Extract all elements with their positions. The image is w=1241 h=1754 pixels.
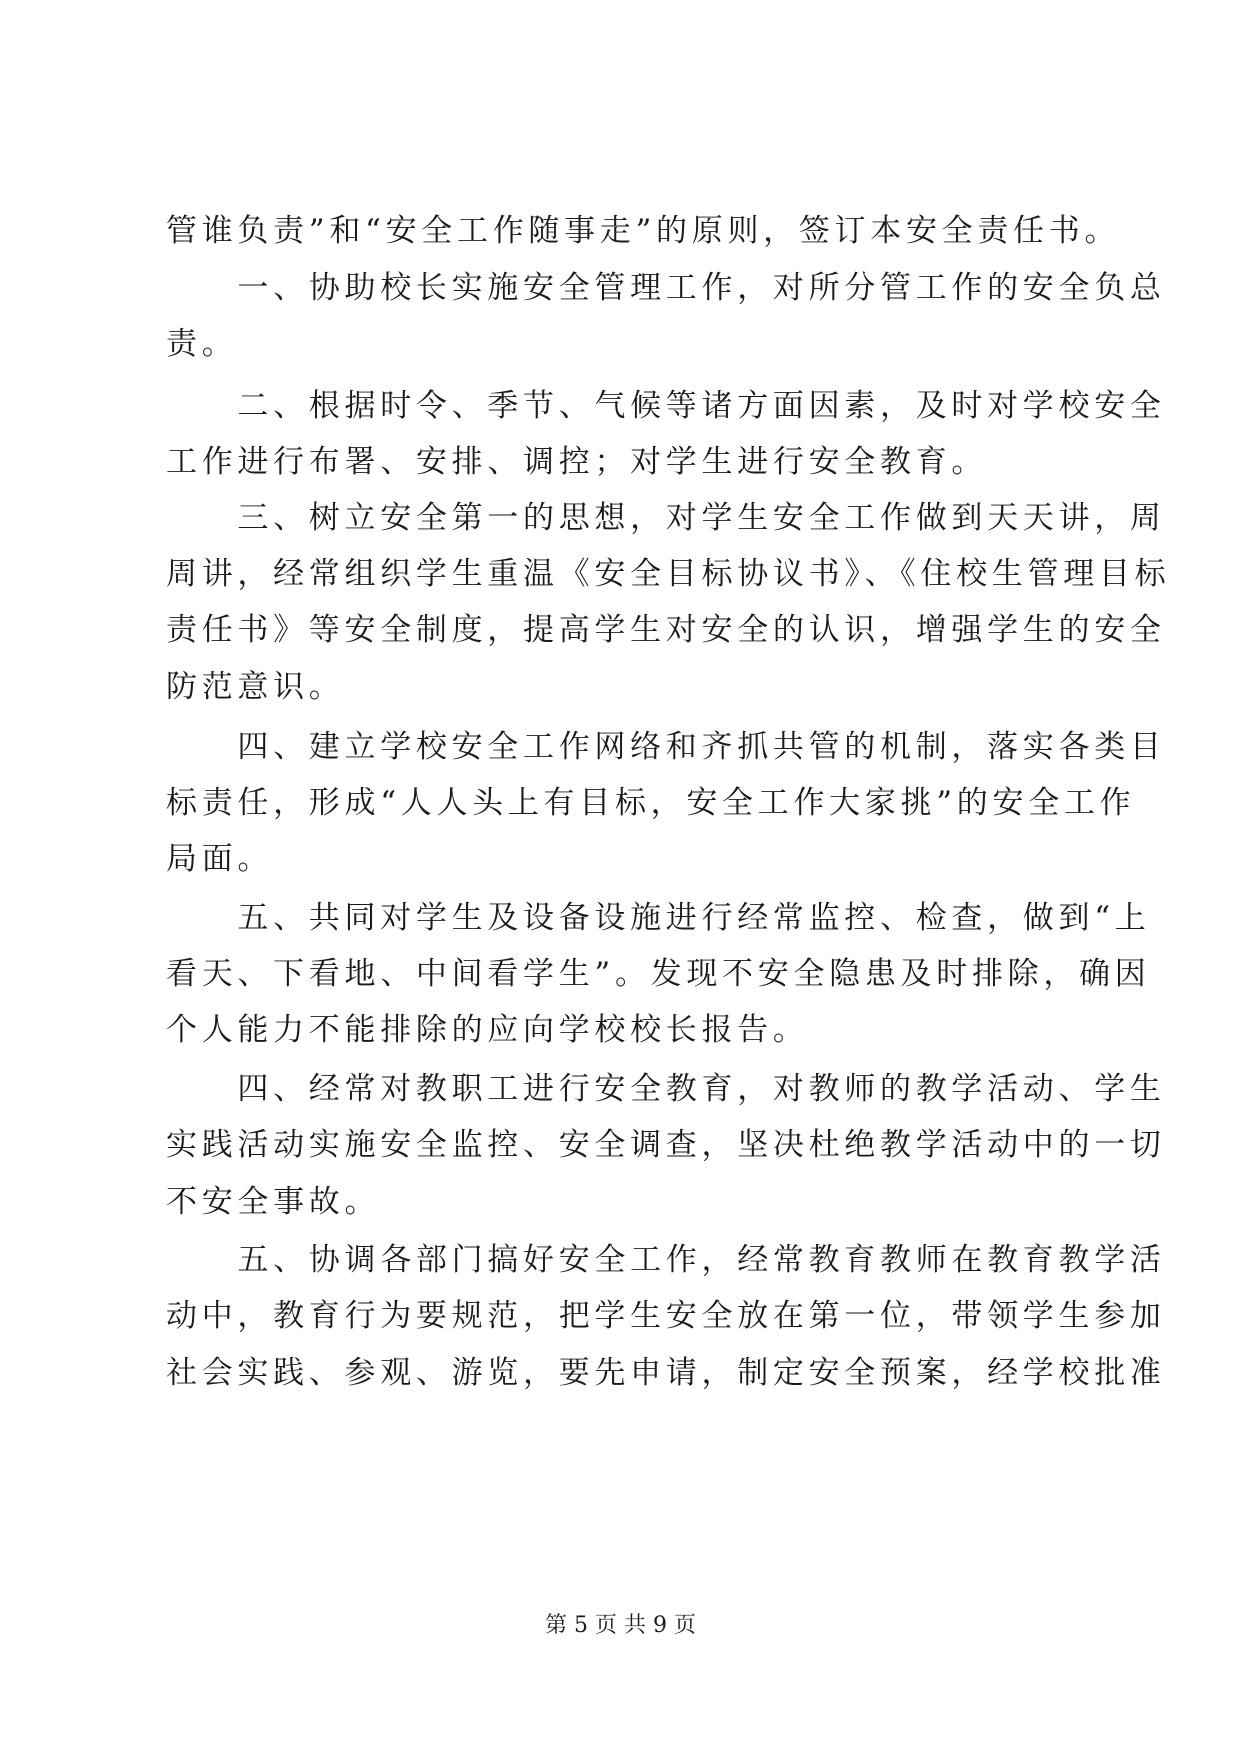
text-line: 实践活动实施安全监控、安全调查，坚决杜绝教学活动中的一切	[166, 1127, 1166, 1163]
text-line: 不安全事故。	[166, 1184, 381, 1220]
text-line: 周讲，经常组织学生重温《安全目标协议书》、《住校生管理目标	[166, 556, 1171, 592]
text-line: 看天、下看地、中间看学生”。发现不安全隐患及时排除，确因	[166, 956, 1151, 992]
text-line: 管谁负责”和“安全工作随事走”的原则，签订本安全责任书。	[166, 213, 1121, 249]
text-line: 三、树立安全第一的思想，对学生安全工作做到天天讲，周	[166, 500, 1166, 536]
text-line: 一、协助校长实施安全管理工作，对所分管工作的安全负总	[166, 270, 1166, 306]
text-line: 工作进行布署、安排、调控；对学生进行安全教育。	[166, 444, 988, 480]
text-line: 标责任，形成“人人头上有目标，安全工作大家挑”的安全工作	[166, 785, 1136, 821]
text-line: 四、经常对教职工进行安全教育，对教师的教学活动、学生	[166, 1071, 1166, 1107]
text-line: 五、共同对学生及设备设施进行经常监控、检查，做到“上	[166, 900, 1151, 936]
text-line: 防范意识。	[166, 669, 345, 705]
text-line: 局面。	[166, 841, 274, 877]
text-line: 二、根据时令、季节、气候等诸方面因素，及时对学校安全	[166, 388, 1166, 424]
text-line: 五、协调各部门搞好安全工作，经常教育教师在教育教学活	[166, 1242, 1166, 1278]
page-number: 第 5 页 共 9 页	[545, 1613, 696, 1638]
text-line: 责。	[166, 326, 238, 362]
text-line: 个人能力不能排除的应向学校校长报告。	[166, 1012, 809, 1048]
text-line: 动中，教育行为要规范，把学生安全放在第一位，带领学生参加	[166, 1298, 1166, 1334]
text-line: 社会实践、参观、游览，要先申请，制定安全预案，经学校批准	[166, 1355, 1166, 1391]
text-line: 责任书》等安全制度，提高学生对安全的认识，增强学生的安全	[166, 612, 1166, 648]
text-line: 四、建立学校安全工作网络和齐抓共管的机制，落实各类目	[166, 729, 1166, 765]
